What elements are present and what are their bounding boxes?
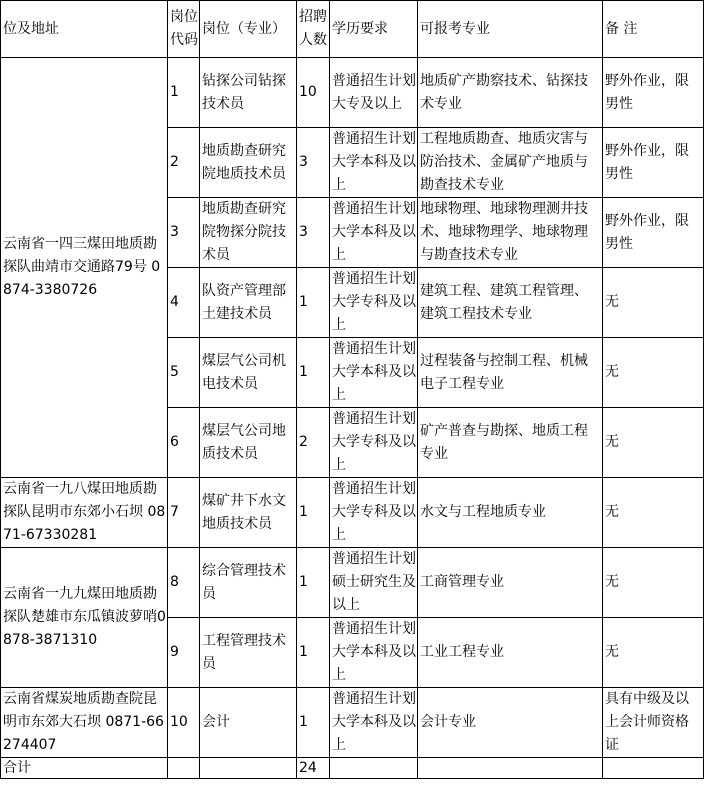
unit-cell: 云南省煤炭地质勘查院昆明市东郊大石坝 0871-66274407: [1, 688, 168, 758]
major-cell: 工业工程专业: [418, 618, 603, 688]
post-cell: 综合管理技术员: [200, 548, 297, 618]
total-row: [1, 758, 704, 779]
header-post: 岗位（专业）: [200, 1, 297, 58]
post-cell: 地质勘查研究院地质技术员: [200, 128, 297, 198]
empty-cell: [168, 758, 200, 779]
major-cell: 建筑工程、建筑工程管理、建筑工程技术专业: [418, 268, 603, 338]
code-cell: 8: [168, 548, 200, 618]
note-cell: 无: [603, 548, 704, 618]
header-count: 招聘人数: [297, 1, 330, 58]
major-cell: 地质矿产勘察技术、钻探技术专业: [418, 58, 603, 128]
post-cell: 煤层气公司地质技术员: [200, 408, 297, 478]
note-cell: 无: [603, 618, 704, 688]
post-cell: 煤层气公司机电技术员: [200, 338, 297, 408]
edu-cell: 普通招生计划大专及以上: [330, 58, 418, 128]
count-cell: 1: [297, 688, 330, 758]
count-cell: 3: [297, 198, 330, 268]
count-cell: 1: [297, 548, 330, 618]
edu-cell: 普通招生计划大学本科及以上: [330, 618, 418, 688]
note-cell: 无: [603, 408, 704, 478]
count-cell: 3: [297, 128, 330, 198]
note-cell: 野外作业，限男性: [603, 128, 704, 198]
count-cell: 1: [297, 478, 330, 548]
edu-cell: 普通招生计划大学专科及以上: [330, 268, 418, 338]
major-cell: 矿产普查与勘探、地质工程专业: [418, 408, 603, 478]
major-cell: 工程地质勘查、地质灾害与防治技术、金属矿产地质与勘查技术专业: [418, 128, 603, 198]
header-code: 岗位代码: [168, 1, 200, 58]
total-count: 24: [297, 758, 330, 779]
unit-cell: 云南省一九八煤田地质勘探队昆明市东郊小石坝 0871-67330281: [1, 478, 168, 548]
table-row: [1, 58, 704, 128]
code-cell: 7: [168, 478, 200, 548]
unit-cell: 云南省一四三煤田地质勘探队曲靖市交通路79号 0874-3380726: [1, 58, 168, 478]
edu-cell: 普通招生计划大学本科及以上: [330, 198, 418, 268]
post-cell: 工程管理技术员: [200, 618, 297, 688]
empty-cell: [603, 758, 704, 779]
edu-cell: 普通招生计划硕士研究生及以上: [330, 548, 418, 618]
unit-cell: 云南省一九九煤田地质勘探队楚雄市东瓜镇波萝哨0878-3871310: [1, 548, 168, 688]
edu-cell: 普通招生计划大学本科及以上: [330, 338, 418, 408]
total-label: 合计: [1, 758, 168, 779]
major-cell: 会计专业: [418, 688, 603, 758]
code-cell: 1: [168, 58, 200, 128]
note-cell: 无: [603, 338, 704, 408]
code-cell: 5: [168, 338, 200, 408]
edu-cell: 普通招生计划大学本科及以上: [330, 128, 418, 198]
table-row: [1, 548, 704, 618]
code-cell: 4: [168, 268, 200, 338]
post-cell: 煤矿井下水文地质技术员: [200, 478, 297, 548]
code-cell: 9: [168, 618, 200, 688]
table-row: [1, 688, 704, 758]
major-cell: 水文与工程地质专业: [418, 478, 603, 548]
code-cell: 10: [168, 688, 200, 758]
table-row: [1, 478, 704, 548]
empty-cell: [418, 758, 603, 779]
count-cell: 1: [297, 268, 330, 338]
note-cell: 无: [603, 268, 704, 338]
post-cell: 会计: [200, 688, 297, 758]
code-cell: 2: [168, 128, 200, 198]
major-cell: 地球物理、地球物理测井技术、地球物理学、地球物理与勘查技术专业: [418, 198, 603, 268]
header-unit: 位及地址: [1, 1, 168, 58]
header-row: [1, 1, 704, 58]
count-cell: 1: [297, 618, 330, 688]
header-major: 可报考专业: [418, 1, 603, 58]
count-cell: 10: [297, 58, 330, 128]
count-cell: 1: [297, 338, 330, 408]
post-cell: 钻探公司钻探技术员: [200, 58, 297, 128]
header-note: 备 注: [603, 1, 704, 58]
post-cell: 队资产管理部土建技术员: [200, 268, 297, 338]
note-cell: 无: [603, 478, 704, 548]
major-cell: 过程装备与控制工程、机械电子工程专业: [418, 338, 603, 408]
count-cell: 2: [297, 408, 330, 478]
code-cell: 6: [168, 408, 200, 478]
edu-cell: 普通招生计划大学本科及以上: [330, 688, 418, 758]
empty-cell: [330, 758, 418, 779]
post-cell: 地质勘查研究院物探分院技术员: [200, 198, 297, 268]
note-cell: 野外作业，限男性: [603, 58, 704, 128]
empty-cell: [200, 758, 297, 779]
major-cell: 工商管理专业: [418, 548, 603, 618]
edu-cell: 普通招生计划大学专科及以上: [330, 408, 418, 478]
code-cell: 3: [168, 198, 200, 268]
note-cell: 具有中级及以上会计师资格证: [603, 688, 704, 758]
edu-cell: 普通招生计划大学专科及以上: [330, 478, 418, 548]
header-edu: 学历要求: [330, 1, 418, 58]
note-cell: 野外作业，限男性: [603, 198, 704, 268]
